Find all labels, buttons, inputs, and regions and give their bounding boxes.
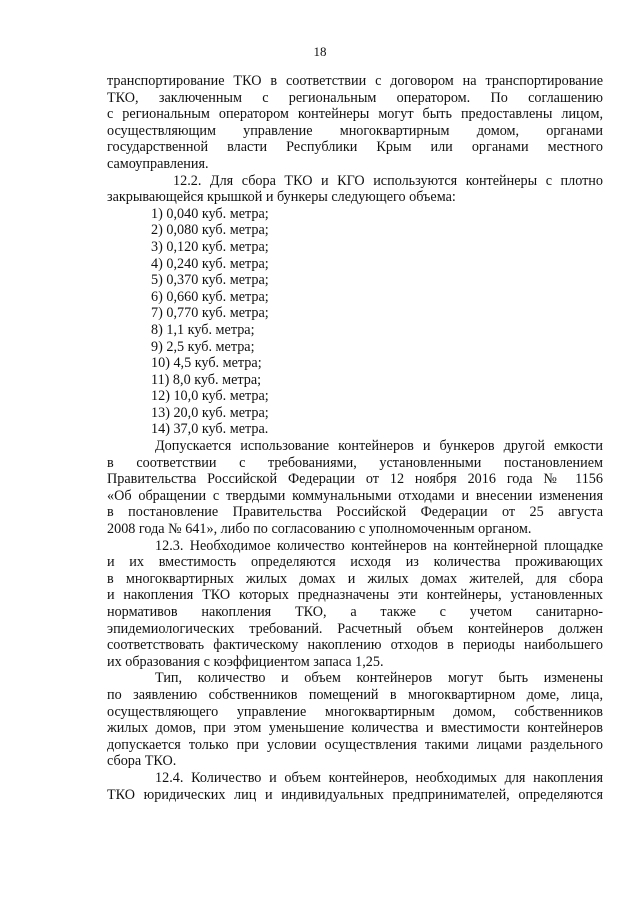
text-line: с региональным оператором контейнеры могут быть предоставлены лицом, [107,106,603,123]
text-line: «Об обращении с твердыми коммунальными отходами и внесении изменения [107,487,603,504]
text-line: соответствовать фактическому накоплению отходов в периоды наибольшего [107,637,603,654]
list-item: 3) 0,120 куб. метра; [151,238,269,255]
list-item: 12) 10,0 куб. метра; [151,388,269,405]
text-line: 2008 года № 641», либо по согласованию с уполномоченным органом. [107,521,532,538]
text-line: самоуправления. [107,155,209,172]
text-line: транспортирование ТКО в соответствии с договором на транспортирование [107,73,603,89]
paragraph-transport [107,73,603,173]
text-line: нормативов накопления ТКО, а также с учетом санитарно- [107,604,603,620]
list-item: 6) 0,660 куб. метра; [151,288,269,305]
text-line: и их вместимость определяются исходя из количества проживающих [107,554,603,571]
text-line: Допускается использование контейнеров и бункеров другой емкости [155,438,603,455]
text-line: в соответствии с требованиями, установленными постановлением [107,454,603,471]
text-line: Тип, количество и объем контейнеров могут быть изменены [155,670,603,687]
list-item: 2) 0,080 куб. метра; [151,222,269,239]
text-line: осуществляющего управление многоквартирным домом, собственников [107,703,603,720]
text-line: в постановление Правительства Российской Федерации от 25 августа [107,504,603,521]
text-line: и накопления ТКО которых предназначены эти контейнеры, установленных [107,587,603,604]
text-line: закрывающейся крышкой и бункеры следующего объема: [107,189,456,206]
text-line: допускается только при условии осуществления такими лицами раздельного [107,736,603,753]
list-item: 11) 8,0 куб. метра; [151,371,262,388]
text-line: ТКО, заключенным с региональным оператором. По соглашению [107,89,603,106]
text-line: ТКО юридических лиц и индивидуальных предпринимателей, определяются [107,786,603,803]
paragraph-12-2 [107,173,603,206]
list-item: 1) 0,040 куб. метра; [151,205,269,222]
text-line: 12.3. Необходимое количество контейнеров на контейнерной площадке [155,537,603,554]
paragraph-12-4 [107,770,603,803]
text-line: жилых домов, при этом уменьшение количества и вместимости контейнеров [107,720,603,737]
text-line: 12.2. Для сбора ТКО и КГО используются контейнеры с плотно [173,172,603,189]
text-line: сбора ТКО. [107,753,177,770]
document-body [107,73,603,803]
paragraph-type-change [107,670,603,770]
list-item: 13) 20,0 куб. метра; [151,404,269,421]
text-line: их образования с коэффициентом запаса 1,25. [107,653,384,670]
text-line: государственной власти Республики Крым или органами местного [107,139,603,156]
paragraph-other-capacity [107,438,603,538]
text-line: в многоквартирных жилых домах и жилых домах жителей, для сбора [107,570,603,587]
text-line: Правительства Российской Федерации от 12 ноября 2016 года № 1156 [107,471,603,488]
list-item: 14) 37,0 куб. метра. [151,421,269,438]
text-line: эпидемиологических требований. Расчетный объем контейнеров должен [107,620,603,637]
text-line: осуществляющим управление многоквартирным домом, органами [107,122,603,139]
paragraph-12-3 [107,538,603,671]
page-number: 18 [313,44,327,59]
text-line: по заявлению собственников помещений в многоквартирном доме, лица, [107,686,603,703]
text-line: 12.4. Количество и объем контейнеров, необходимых для накопления [155,769,603,786]
list-item: 9) 2,5 куб. метра; [151,338,255,355]
list-item: 7) 0,770 куб. метра; [151,305,269,322]
list-item: 4) 0,240 куб. метра; [151,255,269,272]
container-volume-list [107,206,603,438]
list-item: 5) 0,370 куб. метра; [151,272,269,289]
list-item: 8) 1,1 куб. метра; [151,321,255,338]
list-item: 10) 4,5 куб. метра; [151,355,262,372]
